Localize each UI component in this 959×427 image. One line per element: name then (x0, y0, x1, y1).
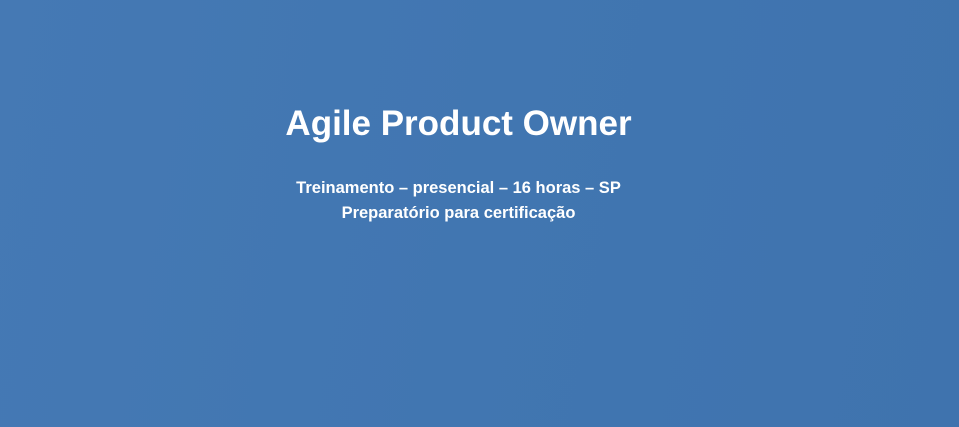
course-details-line: Treinamento – presencial – 16 horas – SP (296, 179, 621, 197)
course-subtitle (0, 176, 917, 226)
course-title: Agile Product Owner (285, 104, 632, 143)
course-purpose-line: Preparatório para certificação (341, 204, 576, 222)
